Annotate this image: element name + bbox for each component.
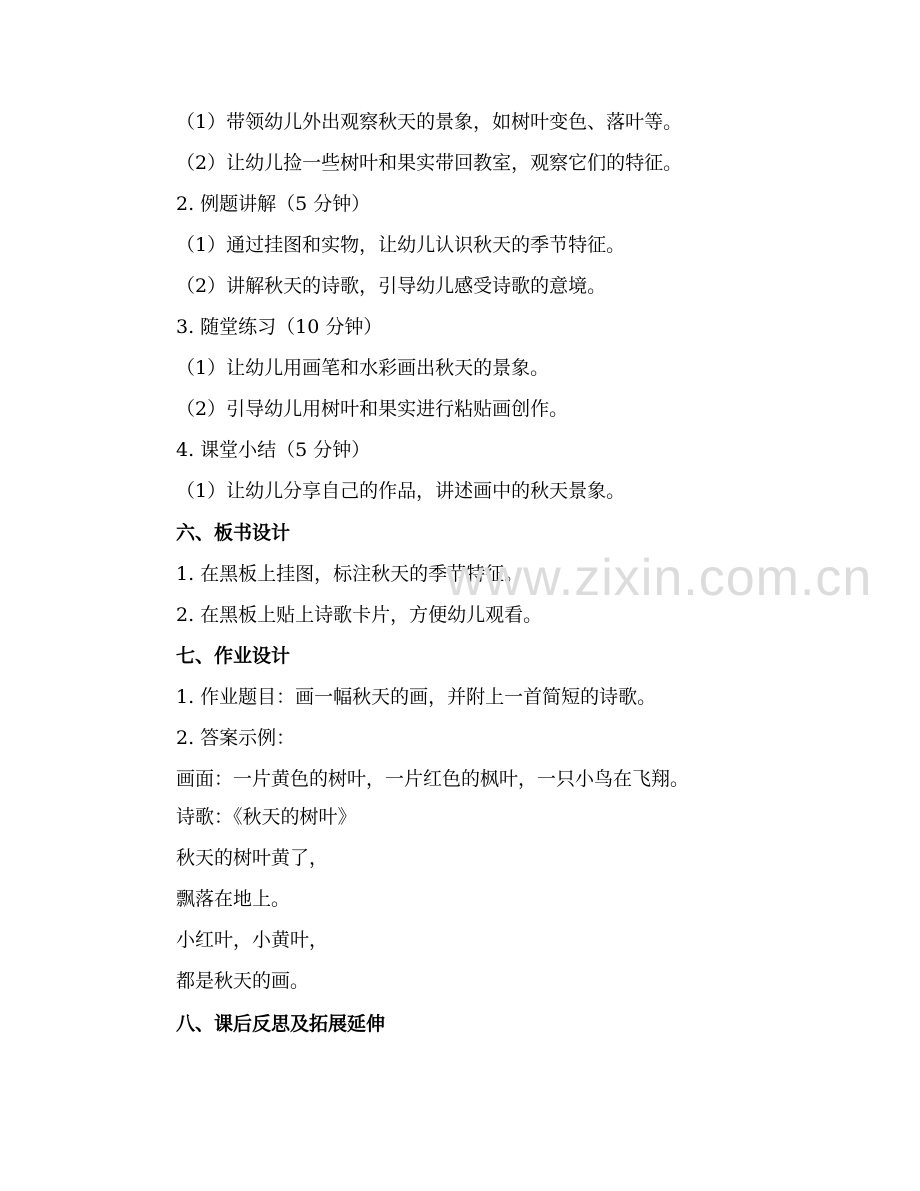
body-text-line: 3. 随堂练习（10 分钟）	[176, 316, 383, 338]
body-text-line: 2. 在黑板上贴上诗歌卡片，方便幼儿观看。	[176, 604, 543, 626]
body-text-line: （1）让幼儿分享自己的作品，讲述画中的秋天景象。	[176, 480, 626, 502]
body-text-line: 1. 在黑板上挂图，标注秋天的季节特征。	[176, 563, 524, 585]
body-text-line: 4. 课堂小结（5 分钟）	[176, 439, 371, 461]
body-text-line: （2）引导幼儿用树叶和果实进行粘贴画创作。	[176, 398, 569, 420]
body-text-line: （2）让幼儿捡一些树叶和果实带回教室，观察它们的特征。	[176, 152, 683, 174]
body-text-line: 2. 例题讲解（5 分钟）	[176, 193, 371, 215]
section-heading: 八、课后反思及拓展延伸	[176, 1013, 386, 1035]
watermark: www.zixin.com.cn	[446, 549, 873, 607]
body-text-line: 小红叶，小黄叶，	[176, 929, 329, 951]
body-text-line: （2）讲解秋天的诗歌，引导幼儿感受诗歌的意境。	[176, 275, 607, 297]
section-heading: 七、作业设计	[176, 645, 291, 667]
body-text-line: 飘落在地上。	[176, 888, 291, 910]
body-text-line: 都是秋天的画。	[176, 970, 310, 992]
body-text-line: （1）带领幼儿外出观察秋天的景象，如树叶变色、落叶等。	[176, 111, 683, 133]
body-text-line: 1. 作业题目：画一幅秋天的画，并附上一首简短的诗歌。	[176, 686, 657, 708]
body-text-line: 秋天的树叶黄了，	[176, 847, 329, 869]
body-text-line: （1）让幼儿用画笔和水彩画出秋天的景象。	[176, 357, 550, 379]
body-text-line: 画面：一片黄色的树叶，一片红色的枫叶，一只小鸟在飞翔。	[176, 768, 690, 790]
body-text-line: （1）通过挂图和实物，让幼儿认识秋天的季节特征。	[176, 234, 626, 256]
body-text-line: 2. 答案示例：	[176, 727, 296, 749]
section-heading: 六、板书设计	[176, 522, 291, 544]
body-text-line: 诗歌：《秋天的树叶》	[176, 806, 357, 828]
